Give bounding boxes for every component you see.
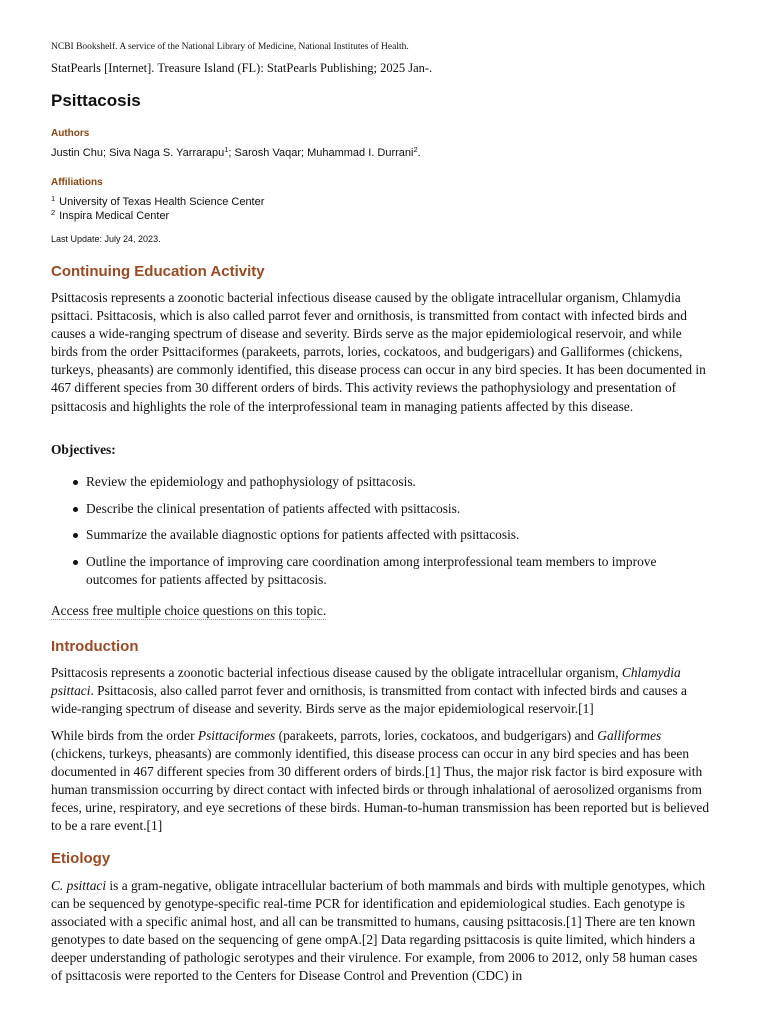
- affiliation-name: Inspira Medical Center: [59, 210, 170, 222]
- affiliation-number: 2: [51, 208, 56, 217]
- authors-rest[interactable]: ; Sarosh Vaqar; Muhammad I. Durrani: [228, 147, 414, 159]
- intro-paragraph-1: [51, 664, 711, 718]
- affiliation-2: [51, 209, 169, 223]
- author-yarrarapu[interactable]: Siva Naga S. Yarrarapu: [109, 147, 225, 159]
- affiliation-name: University of Texas Health Science Center: [59, 196, 265, 208]
- text-run: is a gram-negative, obligate intracellular bacterium of both mammals and birds with multiple genotypes, which can be sequenced by genotype-specific real-time PCR for identification and epidemiological studies. Each genotype is associated with a specific animal host, and all can be transmitted to humans, causing psittacosis.[1] There are ten known genotypes to date based on the sequencing of gene ompA.[2] Data regarding psittacosis is quite limited, which hinders a deeper understanding of pathologic serotypes and their virulence. For example, from 2006 to 2012, only 58 human cases of psittacosis were reported to the Centers for Disease Control and Prevention (CDC) in: [51, 878, 706, 984]
- introduction-heading: Introduction: [51, 638, 139, 655]
- affiliation-number: 1: [51, 194, 56, 203]
- affiliation-1: [51, 195, 264, 209]
- etiology-heading: Etiology: [51, 850, 111, 867]
- page-title: Psittacosis: [51, 91, 141, 110]
- objective-item: Summarize the available diagnostic options for patients affected with psittacosis.: [86, 526, 711, 544]
- order-name: Psittaciformes: [197, 728, 276, 743]
- ce-paragraph: Psittacosis represents a zoonotic bacterial infectious disease caused by the obligate intracellular organism, Chlamydia psittaci. Psittacosis, which is also called parrot fever and ornithosis, is transmitted from contact with infected birds and causes a wide-ranging spectrum of disease and severity. Birds serve as the major epidemiological reservoir, and while birds from the order Psittaciformes (parakeets, parrots, lories, cockatoos, and budgerigars) and Galliformes (chickens, turkeys, pheasants) are commonly identified, this disease process can occur in any bird species. It has been documented in 467 different species from 30 different orders of birds. This activity reviews the pathophysiology and presentation of psittacosis and highlights the role of the interprofessional team in managing patients affected by this disease.: [51, 290, 706, 414]
- citation-line: StatPearls [Internet]. Treasure Island (FL): StatPearls Publishing; 2025 Jan-.: [51, 61, 433, 75]
- text-run: While birds from the order: [51, 728, 198, 743]
- organism-name: C. psittaci: [51, 878, 107, 893]
- etiology-paragraph: [51, 877, 711, 986]
- objectives-label: Objectives:: [51, 442, 116, 457]
- affiliation-ref-1: 1: [224, 145, 229, 154]
- objectives-list: [51, 473, 711, 597]
- affiliations-label: Affiliations: [51, 177, 103, 188]
- objective-item: Outline the importance of improving care coordination among interprofessional team members to improve outcomes for patients affected by psittacosis.: [86, 553, 711, 589]
- order-name: Galliformes: [597, 728, 662, 743]
- text-run: (parakeets, parrots, lories, cockatoos, and budgerigars) and: [275, 728, 598, 743]
- intro-paragraph-2: [51, 727, 711, 836]
- last-update: Last Update: July 24, 2023.: [51, 234, 161, 244]
- author-chu[interactable]: Justin Chu;: [51, 147, 110, 159]
- text-run: . Psittacosis, also called parrot fever and ornithosis, is transmitted from contact with infected birds and causes a wide-ranging spectrum of disease and severity. Birds serve as the major epidemiological reservoir.[1]: [51, 683, 687, 717]
- text-run: (chickens, turkeys, pheasants) are commonly identified, this disease process can occur in any bird species and has been documented in 467 different species from 30 different orders of birds.[1] Thus, the major risk factor is bird exposure with human transmission occurring by direct contact with infected birds or through inhalational of aerosolized organisms from feces, urine, respiratory, and eye secretions of these birds. Human-to-human transmission has been reported but is believed to be a rare event.[1]: [51, 746, 710, 834]
- objective-item: Review the epidemiology and pathophysiology of psittacosis.: [86, 473, 711, 491]
- organism-name: Chlamydia psittaci: [51, 665, 681, 699]
- ce-heading: Continuing Education Activity: [51, 263, 265, 280]
- authors-line: [51, 147, 421, 159]
- affiliation-ref-2: 2: [413, 145, 418, 154]
- text-run: Psittacosis represents a zoonotic bacterial infectious disease caused by the obligate intracellular organism,: [51, 665, 622, 680]
- mcq-link[interactable]: Access free multiple choice questions on this topic.: [51, 603, 327, 618]
- authors-label: Authors: [51, 128, 90, 139]
- objective-item: Describe the clinical presentation of patients affected with psittacosis.: [86, 500, 711, 518]
- authors-end: .: [417, 147, 421, 159]
- bookshelf-notice: NCBI Bookshelf. A service of the National Library of Medicine, National Institutes of Health.: [51, 42, 409, 52]
